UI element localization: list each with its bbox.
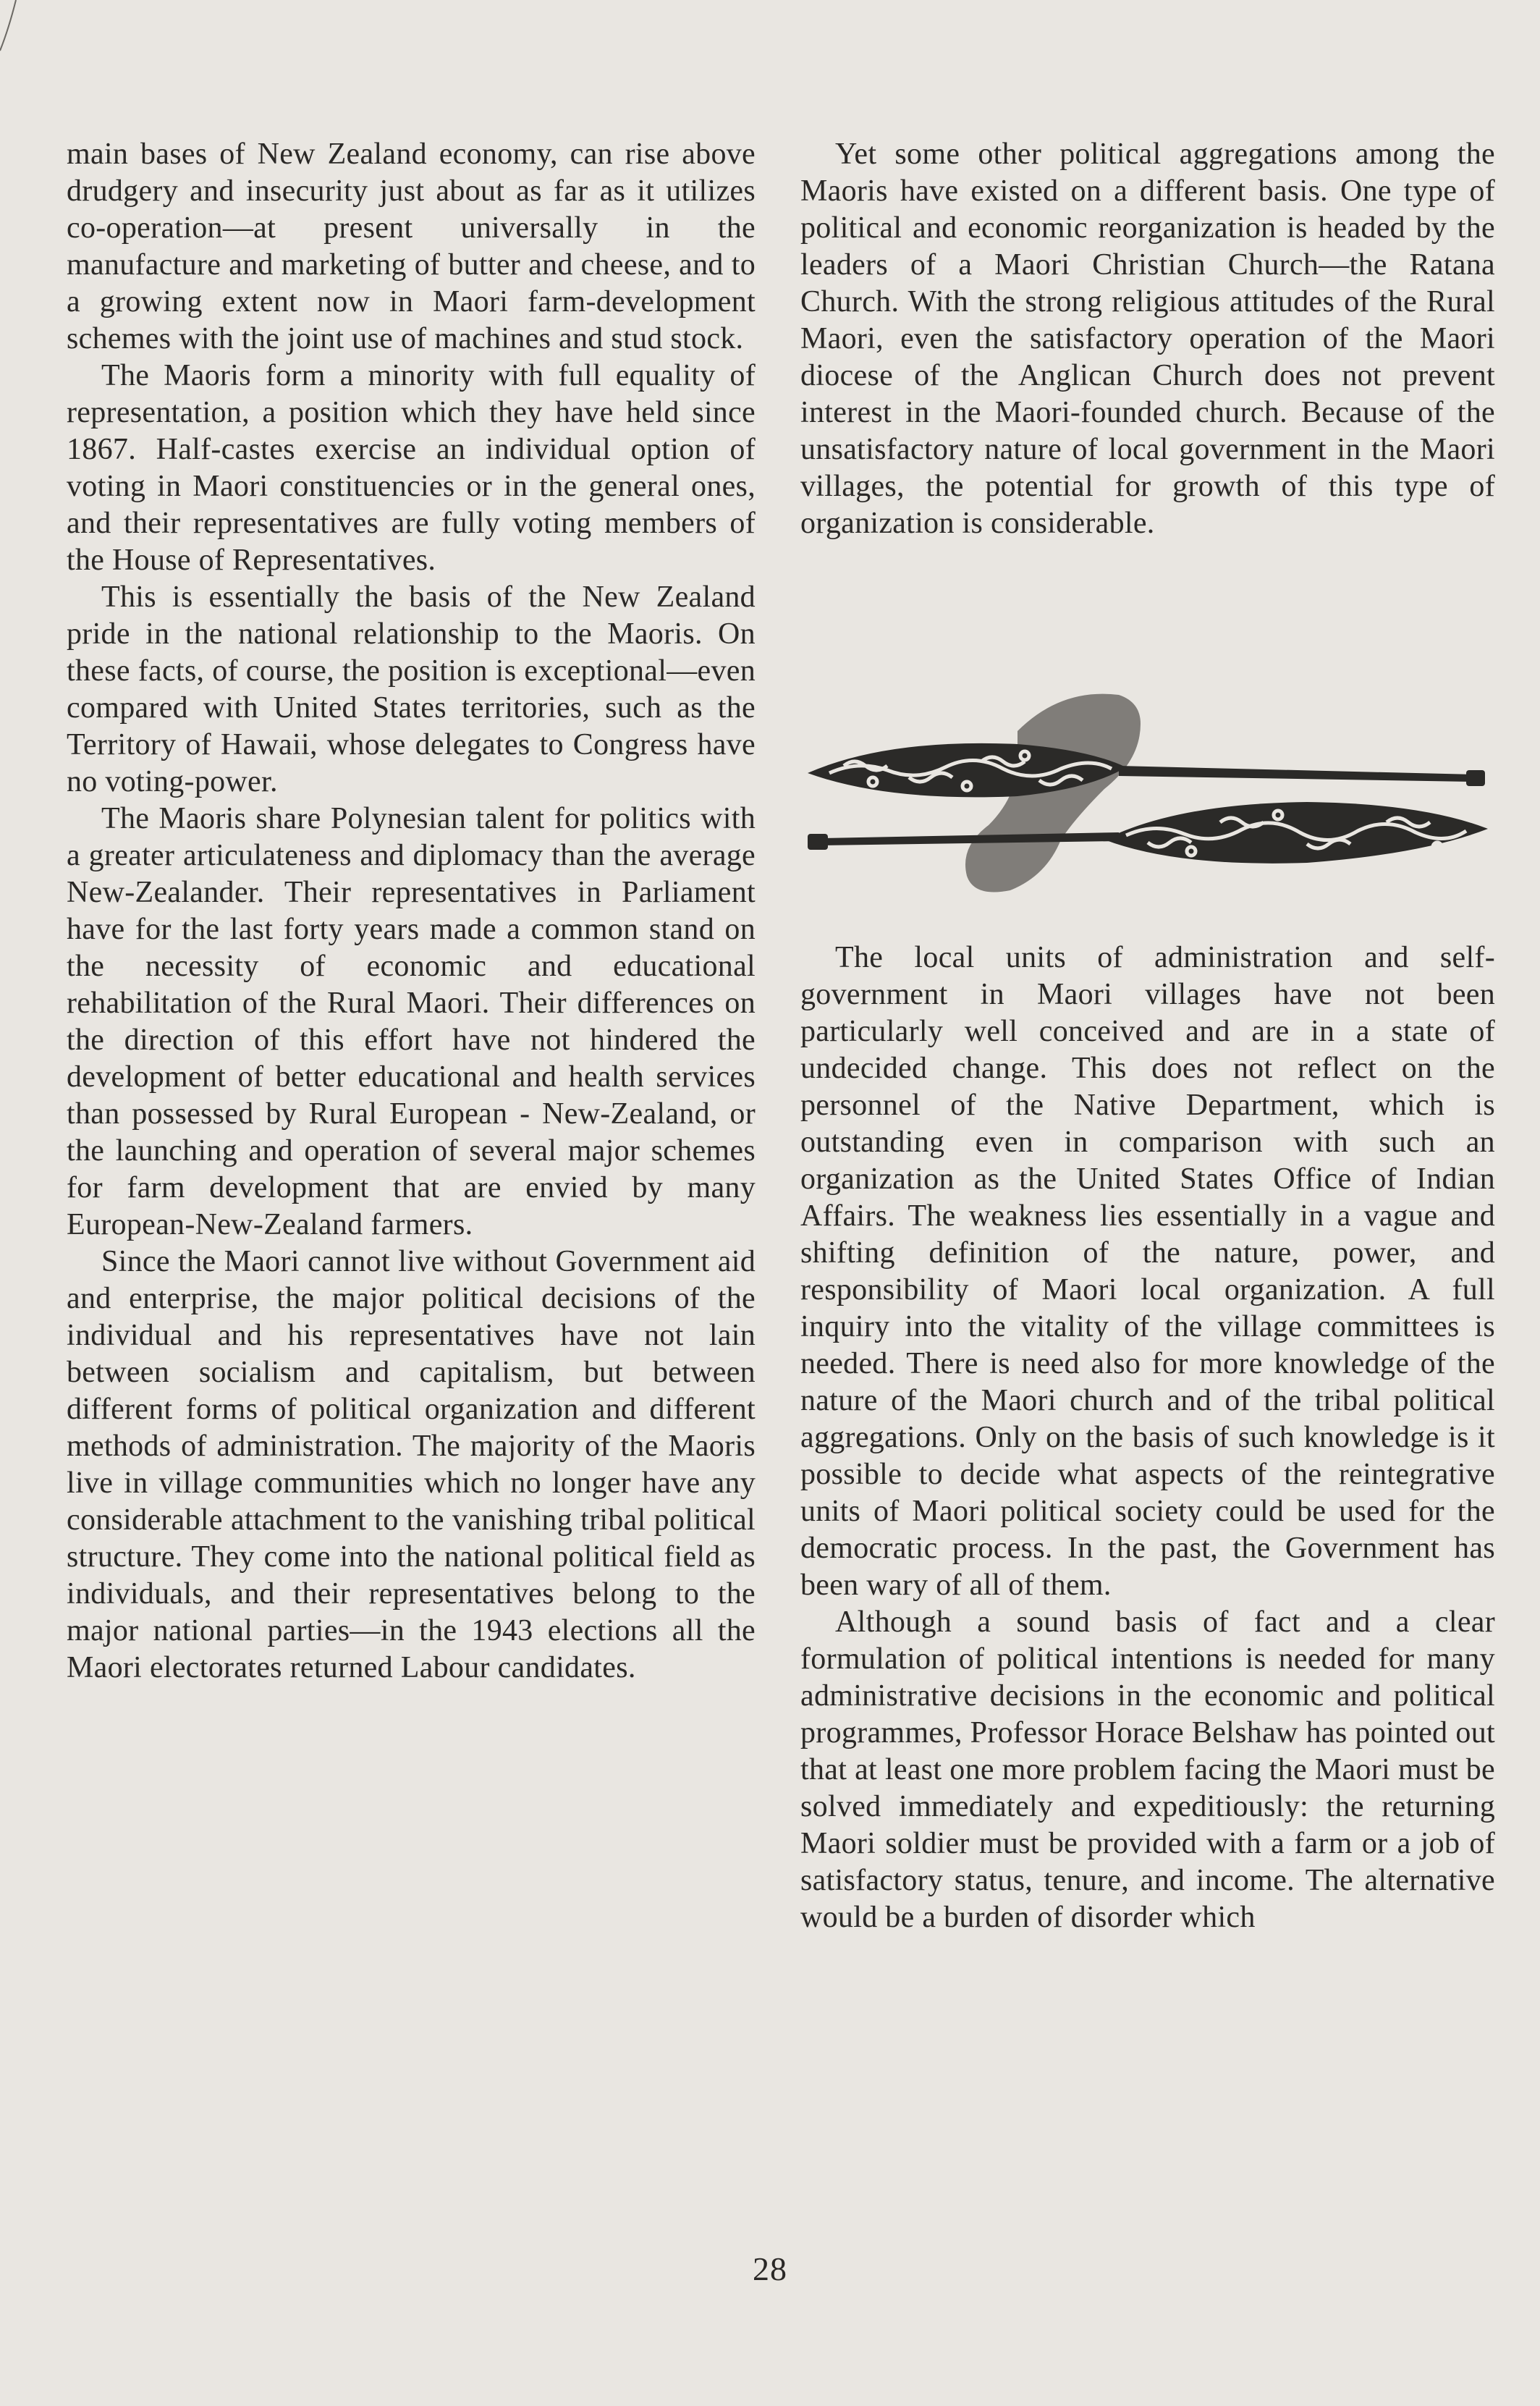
left-paragraph-4: The Maoris share Polynesian talent for politics with a greater articulateness and diplomacy than the average New-Zealander. Their representatives in Parliament have for the last forty years made a common stand on the necessity of economic and educational rehabilitation of the Rural Maori. Their differences on the direction of this effort have not hindered the development of better educational and health services than possessed by Rural European - New-Zealand, or the launching and operation of several major schemes for farm development that are envied by many European-New-Zealand farmers. <box>67 802 756 1241</box>
left-paragraph-2: The Maoris form a minority with full equality of representation, a position which they have held since 1867. Half-castes exercise an individual option of voting in Maori constituencies or in the general ones, and their representatives are fully voting members of the House of Representatives. <box>67 359 756 577</box>
left-paragraph-5: Since the Maori cannot live without Government aid and enterprise, the major political decisions of the individual and his representatives have not lain between socialism and capitalism, but between different forms of political organization and different methods of administration. The majority of the Maoris live in village communities which no longer have any considerable attachment to the vanishing tribal political structure. They come into the national political field as individuals, and their representatives belong to the major national parties—in the 1943 elections all the Maori electorates returned Labour candidates. <box>67 1245 756 1684</box>
page-number: 28 <box>753 2250 787 2287</box>
upper-paddle-handle <box>1119 766 1473 782</box>
right-paragraph-1: Yet some other political aggregations among the Maoris have existed on a different basis. One type of political and economic reorganization is headed by the leaders of a Maori Christian Church—the Ratana Church. With the strong religious attitudes of the Rural Maori, even the satisfactory operation of the Maori diocese of the Anglican Church does not prevent interest in the Maori-founded church. Because of the unsatisfactory nature of local government in the Maori villages, the potential for growth of this type of organization is considerable. <box>800 138 1495 540</box>
right-paragraph-2: The local units of administration and self-government in Maori villages have not been particularly well conceived and are in a state of undecided change. This does not reflect on the personnel of the Native Department, which is outstanding even in comparison with such an organization as the United States Office of Indian Affairs. The weakness lies essentially in a vague and shifting definition of the nature, power, and responsibility of Maori local organization. A full inquiry into the vitality of the village committees is needed. There is need also for more knowledge of the nature of the Maori church and of the tribal political aggregations. Only on the basis of such knowledge is it possible to decide what aspects of the reintegrative units of Maori political society could be used for the democratic process. In the past, the Government has been wary of all of them. <box>800 941 1495 1602</box>
left-paragraph-1: main bases of New Zealand economy, can rise above drudgery and insecurity just about as far as it utilizes co-operation—at present universally in the manufacture and marketing of butter and cheese, and to a growing extent now in Maori farm-development schemes with the joint use of machines and stud stock. <box>67 138 756 355</box>
upper-paddle-knob <box>1466 770 1485 786</box>
carved-paddles-illustration-icon <box>800 680 1495 919</box>
lower-paddle-knob <box>808 834 828 850</box>
left-paragraph-3: This is essentially the basis of the New Zealand pride in the national relationship to the Maoris. On these facts, of course, the position is exceptional—even compared with United States territories, such as the Territory of Hawaii, whose delegates to Congress have no voting-power. <box>67 581 756 798</box>
scan-edge-mark <box>0 0 29 65</box>
right-paragraph-3: Although a sound basis of fact and a clear formulation of political intentions is needed for many administrative decisions in the economic and political programmes, Professor Horace Belshaw has pointed out that at least one more problem facing the Maori must be solved immediately and expeditiously: the returning Maori soldier must be provided with a farm or a job of satisfactory status, tenure, and income. The alternative would be a burden of disorder which <box>800 1605 1495 1934</box>
lower-paddle-handle <box>822 832 1119 845</box>
right-column-upper <box>800 136 1495 542</box>
left-column <box>67 136 756 1687</box>
lower-paddle-blade <box>1104 802 1488 864</box>
right-column-lower <box>800 940 1495 1936</box>
